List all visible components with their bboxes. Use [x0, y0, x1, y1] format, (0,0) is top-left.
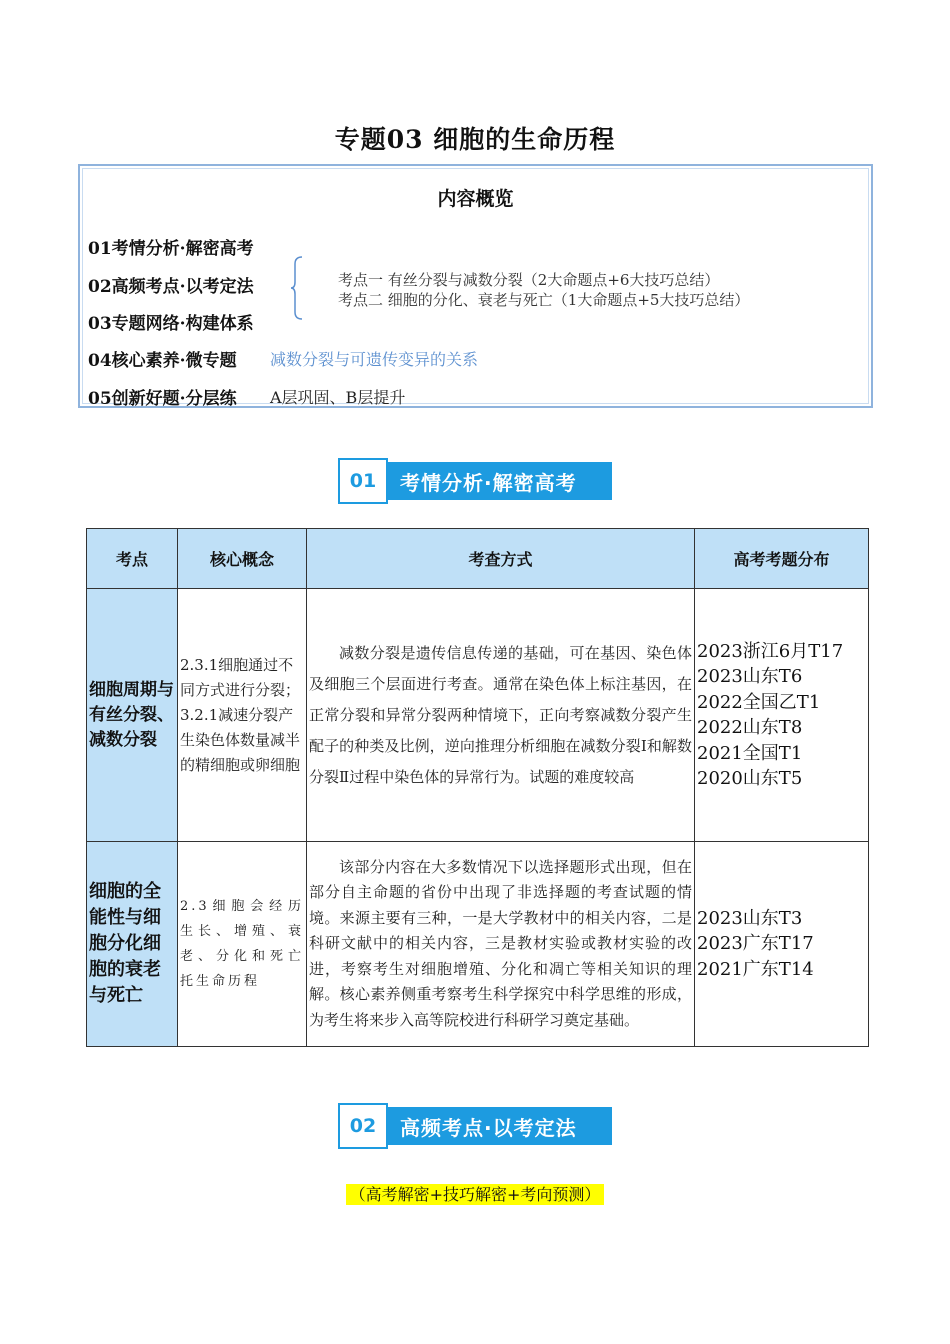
distribution-item: 2021全国T1: [697, 742, 803, 764]
banner-label: 考情分析·解密高考: [388, 462, 612, 500]
distribution-item: 2022山东T8: [697, 717, 803, 738]
table-row: [87, 589, 869, 842]
header-topic: 考点: [87, 529, 178, 589]
table-row: [87, 842, 869, 1047]
overview-note-05: A层巩固、B层提升: [270, 388, 406, 407]
distribution-cell: [695, 589, 869, 842]
highlighted-subtitle: （高考解密+技巧解密+考向预测）: [346, 1184, 605, 1205]
distribution-item: 2022全国乙T1: [697, 691, 821, 713]
concept-cell: 2.3.1细胞通过不同方式进行分裂；3.2.1减速分裂产生染色体数量减半的精细胞或卵细胞: [178, 589, 307, 842]
distribution-item: 2020山东T5: [697, 768, 803, 789]
section-banner-02: [338, 1103, 612, 1149]
method-cell: 减数分裂是遗传信息传递的基础，可在基因、染色体及细胞三个层面进行考查。通常在染色体上标注基因，在正常分裂和异常分裂两种情境下，正向考察减数分裂产生配子的种类及比例，逆向推理分析细胞在减数分裂Ⅰ和解数分裂Ⅱ过程中染色体的异常行为。试题的难度较高: [307, 589, 695, 842]
banner-label: 高频考点·以考定法: [388, 1107, 612, 1145]
distribution-item: 2023浙江6月T17: [697, 640, 844, 662]
exam-analysis-table: [86, 528, 869, 1047]
distribution-item: 2023广东T17: [697, 933, 814, 955]
distribution-item: 2023山东T6: [697, 666, 803, 687]
concept-cell: 2.3细胞会经历生长、增殖、衰老、分化和死亡托生命历程: [178, 842, 307, 1047]
section-banner-01: [338, 458, 612, 504]
topic-cell: 细胞周期与有丝分裂、减数分裂: [87, 589, 178, 842]
banner-number: 01: [338, 458, 388, 504]
distribution-cell: [695, 842, 869, 1047]
content-overview-box: [78, 164, 873, 408]
kaodian-1: 考点一 有丝分裂与减数分裂（2大命题点+6大技巧总结）: [338, 271, 720, 289]
banner-number: 02: [338, 1103, 388, 1149]
overview-item-02: 02高频考点·以考定法: [88, 277, 254, 297]
brace-icon: [290, 256, 304, 320]
overview-item-03: 03专题网络·构建体系: [88, 314, 254, 334]
overview-item-04: 04核心素养·微专题: [88, 351, 237, 371]
distribution-item: 2021广东T14: [697, 958, 814, 980]
overview-note-04: 减数分裂与可遗传变异的关系: [270, 350, 479, 369]
overview-item-05: 05创新好题·分层练: [88, 389, 237, 409]
overview-heading: 内容概览: [437, 188, 514, 210]
topic-cell: 细胞的全能性与细胞分化细胞的衰老与死亡: [87, 842, 178, 1047]
header-distribution: 高考考题分布: [695, 529, 869, 589]
kaodian-2: 考点二 细胞的分化、衰老与死亡（1大命题点+5大技巧总结）: [338, 291, 750, 309]
table-header-row: [87, 529, 869, 589]
method-cell: 该部分内容在大多数情况下以选择题形式出现，但在部分自主命题的省份中出现了非选择题的考查试题的情境。来源主要有三种，一是大学教材中的相关内容，二是科研文献中的相关内容，三是教材实验或教材实验的改进，考察考生对细胞增殖、分化和凋亡等相关知识的理解。核心素养侧重考察考生科学探究中科学思维的形成，为考生将来步入高等院校进行科研学习奠定基础。: [307, 842, 695, 1047]
page-title: 专题03 细胞的生命历程: [334, 125, 616, 154]
header-method: 考查方式: [307, 529, 695, 589]
section-subtitle: [0, 1182, 950, 1205]
header-concept: 核心概念: [178, 529, 307, 589]
overview-item-01: 01考情分析·解密高考: [88, 239, 254, 259]
distribution-item: 2023山东T3: [697, 907, 803, 929]
